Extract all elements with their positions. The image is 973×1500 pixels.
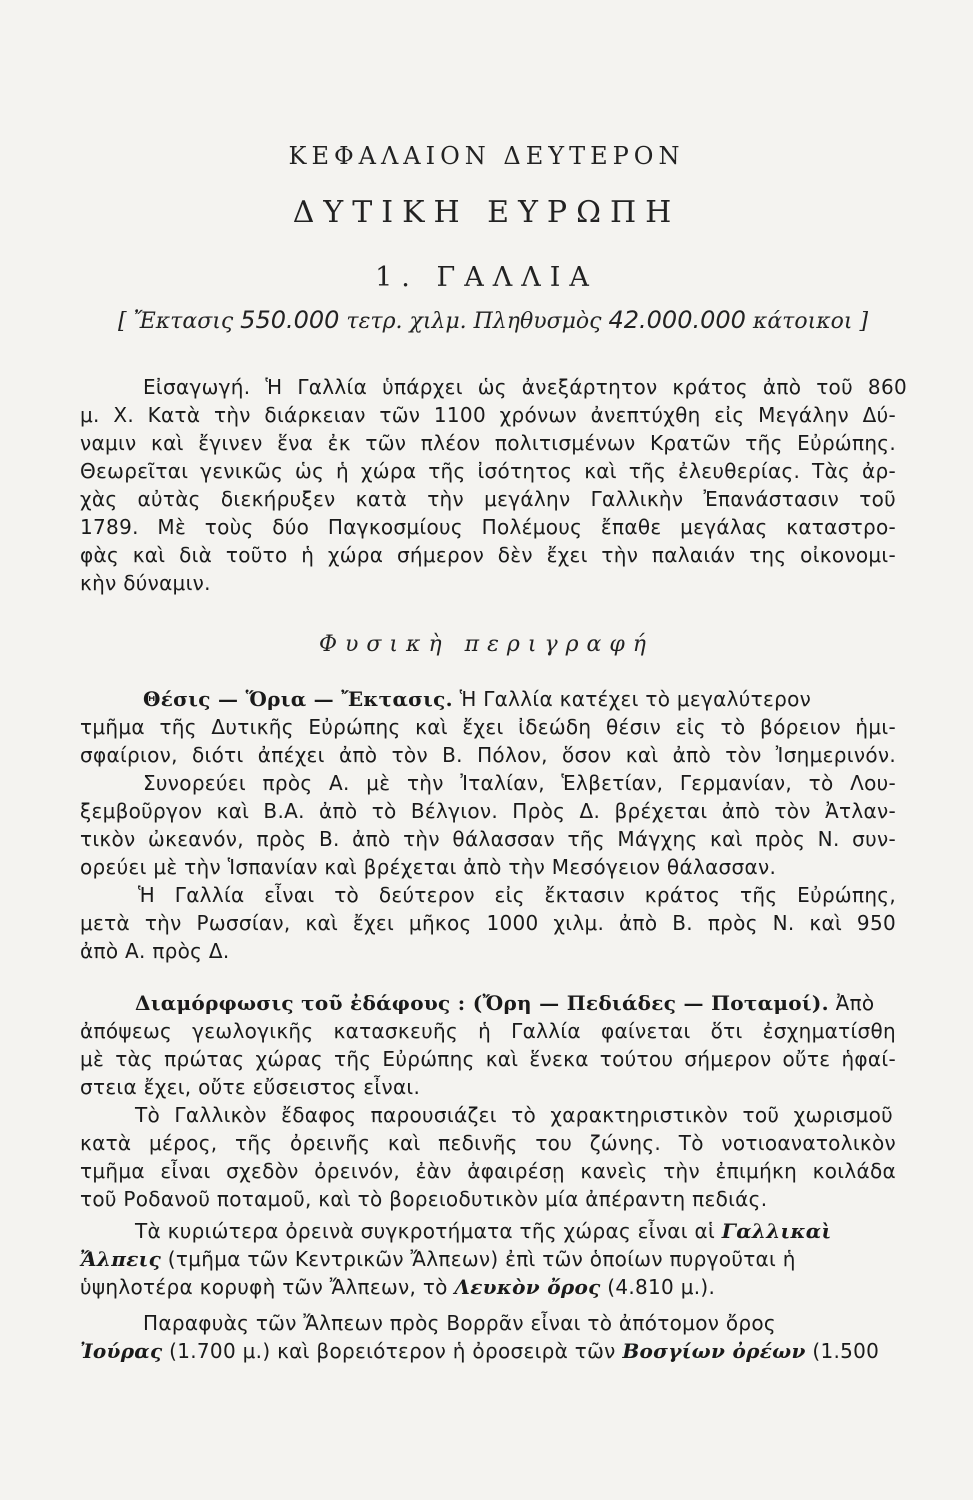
relief-line: Τὸ Γαλλικὸν ἔδαφος παρουσιάζει τὸ χαρακτηριστικὸν τοῦ χωρισμοῦ bbox=[135, 1103, 893, 1127]
relief-heading: Διαμόρφωσις τοῦ ἐδάφους : (Ὄρη — Πεδιάδες — Ποταμοί). bbox=[135, 991, 829, 1015]
relief-text: Τὰ κυριώτερα ὀρεινὰ συγκροτήματα τῆς χώρας εἶναι αἱ bbox=[135, 1219, 722, 1243]
relief-text: (τμῆμα τῶν Κεντρικῶν Ἄλπεων) ἐπὶ τῶν ὁποίων πυργοῦται ἡ bbox=[161, 1247, 796, 1271]
french-alps-term: Γαλλικαὶ bbox=[721, 1219, 832, 1243]
relief-line bbox=[80, 1246, 896, 1272]
position-first-line bbox=[143, 686, 903, 712]
relief-line: μὲ τὰς πρώτας χώρας τῆς Εὐρώπης καὶ ἕνεκα τούτου σήμερον οὔτε ἡφαί- bbox=[80, 1047, 896, 1071]
stats-open: [ Ἔκτασις bbox=[118, 309, 241, 334]
position-line: ἀπὸ Α. πρὸς Δ. bbox=[80, 939, 230, 963]
stats-area: 550.000 bbox=[240, 306, 340, 334]
relief-text: (4.810 μ.). bbox=[600, 1275, 716, 1299]
stats-close: κάτοικοι ] bbox=[745, 309, 869, 334]
relief-line bbox=[135, 1218, 893, 1244]
relief-line: τοῦ Ροδανοῦ ποταμοῦ, καὶ τὸ βορειοδυτικὸν μία ἀπέραντη πεδιάς. bbox=[80, 1187, 768, 1211]
alps-term: Ἄλπεις bbox=[80, 1247, 162, 1271]
chapter-title: ΚΕΦΑΛΑΙΟΝ ΔΕΥΤΕΡΟΝ bbox=[288, 142, 685, 170]
relief-text: (1.700 μ.) καὶ βορειότερον ἡ ὀροσειρὰ τῶν bbox=[162, 1339, 623, 1363]
intro-line: Θεωρεῖται γενικῶς ὡς ἡ χώρα τῆς ἰσότητος καὶ τῆς ἐλευθερίας. Τὰς ἀρ- bbox=[80, 459, 896, 483]
position-line: τμῆμα τῆς Δυτικῆς Εὐρώπης καὶ ἔχει ἰδεώδη θέσιν εἰς τὸ βόρειον ἡμι- bbox=[80, 715, 896, 739]
relief-line: τμῆμα εἶναι σχεδὸν ὀρεινόν, ἐὰν ἀφαιρέσῃ κανεὶς τὴν ἐπιμήκη κοιλάδα bbox=[80, 1159, 896, 1183]
position-line: ξεμβοῦργον καὶ Β.Α. ἀπὸ τὸ Βέλγιον. Πρὸς Δ. βρέχεται ἀπὸ τὸν Ἀτλαν- bbox=[80, 799, 896, 823]
intro-line: Εἰσαγωγή. Ἡ Γαλλία ὑπάρχει ὡς ἀνεξάρτητον κράτος ἀπὸ τοῦ 860 bbox=[143, 375, 907, 399]
relief-line: ἀπόψεως γεωλογικῆς κατασκευῆς ἡ Γαλλία φαίνεται ὅτι ἐσχηματίσθη bbox=[80, 1019, 896, 1043]
position-line: Συνορεύει πρὸς Α. μὲ τὴν Ἰταλίαν, Ἑλβετίαν, Γερμανίαν, τὸ Λου- bbox=[143, 771, 896, 795]
intro-line: κὴν δύναμιν. bbox=[80, 571, 211, 595]
position-line: Ἡ Γαλλία εἶναι τὸ δεύτερον εἰς ἔκτασιν κράτος τῆς Εὐρώπης, bbox=[138, 883, 896, 907]
relief-text: (1.500 bbox=[805, 1339, 880, 1363]
relief-line: Παραφυὰς τῶν Ἄλπεων πρὸς Βορρᾶν εἶναι τὸ ἀπότομον ὄρος bbox=[143, 1311, 776, 1335]
stats-population: 42.000.000 bbox=[608, 306, 746, 334]
relief-line bbox=[80, 1338, 896, 1364]
position-line: τικὸν ὠκεανόν, πρὸς Β. ἀπὸ τὴν θάλασσαν τῆς Μάγχης καὶ πρὸς Ν. συν- bbox=[80, 827, 896, 851]
stats-area-unit: τετρ. χιλμ. Πληθυσμὸς bbox=[339, 309, 609, 334]
country-title: 1. ΓΑΛΛΙΑ bbox=[375, 262, 598, 293]
country-stats bbox=[118, 306, 898, 334]
position-line: μετὰ τὴν Ρωσσίαν, καὶ ἔχει μῆκος 1000 χιλμ. ἀπὸ Β. πρὸς Ν. καὶ 950 bbox=[80, 911, 896, 935]
relief-line: στεια ἔχει, οὔτε εὔσειστος εἶναι. bbox=[80, 1075, 421, 1099]
intro-line: μ. Χ. Κατὰ τὴν διάρκειαν τῶν 1100 χρόνων ἀνεπτύχθη εἰς Μεγάλην Δύ- bbox=[80, 403, 896, 427]
relief-line: κατὰ μέρος, τῆς ὀρεινῆς καὶ πεδινῆς του ζώνης. Τὸ νοτιοανατολικὸν bbox=[80, 1131, 896, 1155]
vosges-term: Βοσγίων ὀρέων bbox=[622, 1339, 806, 1363]
relief-first-line bbox=[135, 990, 895, 1016]
mont-blanc-term: Λευκὸν ὄρος bbox=[454, 1275, 601, 1299]
intro-line: χὰς αὐτὰς διεκήρυξεν κατὰ τὴν μεγάλην Γαλλικὴν Ἐπανάστασιν τοῦ bbox=[80, 487, 896, 511]
relief-line bbox=[80, 1274, 896, 1300]
position-text: Ἡ Γαλλία κατέχει τὸ μεγαλύτερον bbox=[452, 687, 812, 711]
intro-line: φὰς καὶ διὰ τοῦτο ἡ χώρα σήμερον δὲν ἔχει τὴν παλαιάν της οἰκονομι- bbox=[80, 543, 896, 567]
position-line: ορεύει μὲ τὴν Ἱσπανίαν καὶ βρέχεται ἀπὸ τὴν Μεσόγειον θάλασσαν. bbox=[80, 855, 777, 879]
relief-text: ὑψηλοτέρα κορυφὴ τῶν Ἄλπεων, τὸ bbox=[80, 1275, 455, 1299]
position-heading: Θέσις — Ὅρια — Ἔκτασις. bbox=[143, 687, 453, 711]
physical-description-title: Φυσικὴ περιγραφή bbox=[318, 632, 654, 657]
jura-term: Ἰούρας bbox=[80, 1339, 163, 1363]
intro-line: 1789. Μὲ τοὺς δύο Παγκοσμίους Πολέμους ἔπαθε μεγάλας καταστρο- bbox=[80, 515, 896, 539]
region-title: ΔΥΤΙΚΗ ΕΥΡΩΠΗ bbox=[292, 195, 681, 230]
intro-line: ναμιν καὶ ἔγινεν ἕνα ἐκ τῶν πλέον πολιτισμένων Κρατῶν τῆς Εὐρώπης. bbox=[80, 431, 896, 455]
relief-text: Ἀπὸ bbox=[828, 991, 875, 1015]
position-line: σφαίριον, διότι ἀπέχει ἀπὸ τὸν Β. Πόλον, ὅσον καὶ ἀπὸ τὸν Ἰσημερινόν. bbox=[80, 743, 896, 767]
